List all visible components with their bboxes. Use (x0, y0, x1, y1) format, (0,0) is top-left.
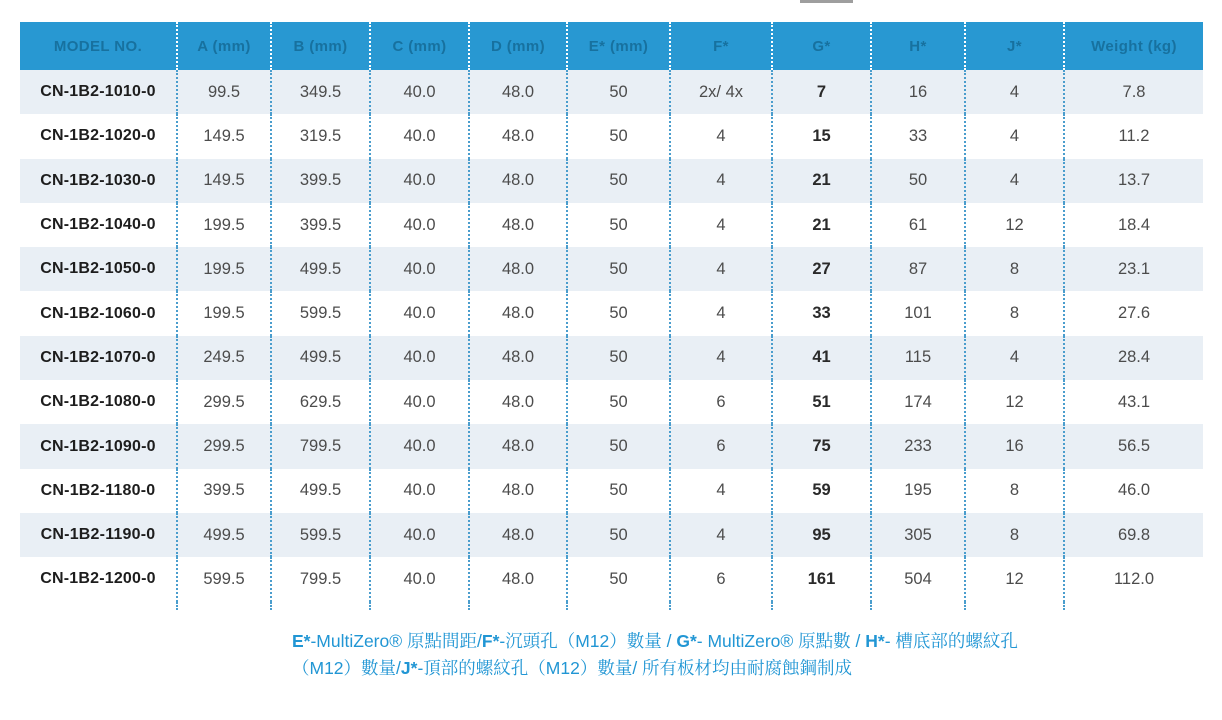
table-cell: 115 (870, 336, 964, 380)
table-cell: 799.5 (270, 424, 369, 468)
table-cell: 40.0 (369, 203, 468, 247)
table-cell: 61 (870, 203, 964, 247)
model-cell: CN-1B2-1080-0 (40, 393, 156, 411)
table-row (20, 203, 1203, 247)
footnote-text: -沉頭孔（M12）數量 / (499, 631, 677, 651)
table-cell: 50 (566, 203, 669, 247)
header-cell-e: E* (mm) (566, 22, 669, 70)
table-cell: 48.0 (468, 380, 566, 424)
table-cell: 599.5 (270, 513, 369, 557)
table-cell: 48.0 (468, 336, 566, 380)
divider-overrun-cell (176, 602, 270, 610)
header-cell-d: D (mm) (468, 22, 566, 70)
table-cell: 40.0 (369, 159, 468, 203)
table-row (20, 380, 1203, 424)
table-cell: 50 (566, 513, 669, 557)
divider-overrun-cell (1063, 602, 1203, 610)
model-cell: CN-1B2-1010-0 (40, 83, 156, 101)
model-cell: CN-1B2-1070-0 (40, 348, 156, 366)
table-cell: 4 (964, 159, 1063, 203)
table-cell: 48.0 (468, 114, 566, 158)
table-cell: 8 (964, 291, 1063, 335)
table-cell-g: 161 (771, 557, 870, 601)
table-cell: 199.5 (176, 203, 270, 247)
table-cell: 40.0 (369, 70, 468, 114)
divider-overrun-cell (369, 602, 468, 610)
table-cell: 599.5 (176, 557, 270, 601)
model-cell: CN-1B2-1050-0 (40, 260, 156, 278)
table-cell: 4 (964, 114, 1063, 158)
table-row (20, 336, 1203, 380)
divider-overrun-cell (566, 602, 669, 610)
table-cell-g: 33 (771, 291, 870, 335)
table-cell: 40.0 (369, 469, 468, 513)
table-cell: 40.0 (369, 336, 468, 380)
table-cell-g: 95 (771, 513, 870, 557)
footnote-key-token: G* (676, 631, 697, 651)
footnote-line-1 (292, 628, 1207, 655)
table-cell-g: 27 (771, 247, 870, 291)
table-cell: 40.0 (369, 114, 468, 158)
footnote-text: （M12）數量/ (292, 658, 401, 678)
table-row (20, 159, 1203, 203)
table-cell: 4 (669, 291, 771, 335)
table-cell: 48.0 (468, 203, 566, 247)
table-cell: 399.5 (270, 203, 369, 247)
table-cell: 6 (669, 424, 771, 468)
model-cell: CN-1B2-1190-0 (40, 526, 156, 544)
table-row (20, 247, 1203, 291)
table-cell: 499.5 (176, 513, 270, 557)
table-cell: 43.1 (1063, 380, 1203, 424)
table-row (20, 291, 1203, 335)
model-cell: CN-1B2-1060-0 (40, 304, 156, 322)
table-cell: 7.8 (1063, 70, 1203, 114)
model-cell: CN-1B2-1180-0 (40, 481, 156, 499)
table-row (20, 70, 1203, 114)
table-cell: 149.5 (176, 114, 270, 158)
table-cell: 56.5 (1063, 424, 1203, 468)
header-row (20, 22, 1203, 70)
table-row (20, 469, 1203, 513)
model-cell: CN-1B2-1090-0 (40, 437, 156, 455)
table-cell: 629.5 (270, 380, 369, 424)
table-cell: 4 (669, 114, 771, 158)
table-cell: 8 (964, 469, 1063, 513)
divider-overrun-cell (270, 602, 369, 610)
table-cell: 50 (566, 424, 669, 468)
table-cell: 101 (870, 291, 964, 335)
table-cell: 40.0 (369, 557, 468, 601)
table-cell: 499.5 (270, 247, 369, 291)
table-cell: 4 (669, 469, 771, 513)
footnote-text: -MultiZero® 原點間距/ (310, 631, 482, 651)
table-cell: 4 (669, 203, 771, 247)
table-cell: 16 (964, 424, 1063, 468)
table-cell: 99.5 (176, 70, 270, 114)
table-cell: 6 (669, 557, 771, 601)
table-cell: 112.0 (1063, 557, 1203, 601)
table-cell: 69.8 (1063, 513, 1203, 557)
table-cell: 149.5 (176, 159, 270, 203)
table-cell-g: 7 (771, 70, 870, 114)
table-cell: 50 (870, 159, 964, 203)
table-cell: 16 (870, 70, 964, 114)
table-cell: 319.5 (270, 114, 369, 158)
footnote-key-token: F* (481, 631, 500, 651)
table-cell: 233 (870, 424, 964, 468)
table-cell-g: 75 (771, 424, 870, 468)
divider-overrun-cell (468, 602, 566, 610)
table-cell: 48.0 (468, 70, 566, 114)
spec-table-container (20, 22, 1203, 610)
divider-overrun-cell (964, 602, 1063, 610)
table-cell: 8 (964, 513, 1063, 557)
table-cell: 12 (964, 203, 1063, 247)
table-cell: 599.5 (270, 291, 369, 335)
table-cell: 6 (669, 380, 771, 424)
table-cell: 399.5 (270, 159, 369, 203)
table-cell: 299.5 (176, 424, 270, 468)
model-cell: CN-1B2-1030-0 (40, 171, 156, 189)
table-cell: 4 (669, 247, 771, 291)
table-cell: 48.0 (468, 469, 566, 513)
table-cell: 40.0 (369, 424, 468, 468)
table-cell-g: 51 (771, 380, 870, 424)
table-cell: 40.0 (369, 247, 468, 291)
table-cell: 48.0 (468, 291, 566, 335)
table-cell: 50 (566, 469, 669, 513)
header-cell-b: B (mm) (270, 22, 369, 70)
table-row (20, 557, 1203, 601)
header-cell-c: C (mm) (369, 22, 468, 70)
table-cell: 4 (669, 159, 771, 203)
table-body (20, 70, 1203, 610)
header-cell-j: J* (964, 22, 1063, 70)
spec-table (20, 22, 1203, 610)
table-cell: 4 (964, 70, 1063, 114)
table-cell: 23.1 (1063, 247, 1203, 291)
table-cell: 50 (566, 247, 669, 291)
table-cell: 50 (566, 557, 669, 601)
header-cell-a: A (mm) (176, 22, 270, 70)
header-cell-model: MODEL NO. (20, 22, 176, 70)
table-cell: 27.6 (1063, 291, 1203, 335)
table-cell-g: 59 (771, 469, 870, 513)
header-cell-f: F* (669, 22, 771, 70)
header-cell-weight: Weight (kg) (1063, 22, 1203, 70)
table-cell: 299.5 (176, 380, 270, 424)
table-row (20, 114, 1203, 158)
table-cell: 11.2 (1063, 114, 1203, 158)
table-cell: 4 (669, 336, 771, 380)
table-cell: 33 (870, 114, 964, 158)
table-cell: 174 (870, 380, 964, 424)
table-cell: 46.0 (1063, 469, 1203, 513)
table-cell: 199.5 (176, 291, 270, 335)
table-cell: 48.0 (468, 159, 566, 203)
table-cell: 195 (870, 469, 964, 513)
table-cell: 499.5 (270, 336, 369, 380)
table-row (20, 424, 1203, 468)
table-cell: 12 (964, 557, 1063, 601)
table-cell: 4 (964, 336, 1063, 380)
header-cell-h: H* (870, 22, 964, 70)
table-cell: 399.5 (176, 469, 270, 513)
table-cell: 48.0 (468, 247, 566, 291)
table-cell: 349.5 (270, 70, 369, 114)
table-cell: 799.5 (270, 557, 369, 601)
table-cell: 50 (566, 159, 669, 203)
table-cell: 50 (566, 291, 669, 335)
divider-overrun-cell (870, 602, 964, 610)
header-cell-g: G* (771, 22, 870, 70)
footnote-key-token: E* (292, 631, 311, 651)
footnote-key-token: H* (865, 631, 885, 651)
divider-overrun-cell (20, 602, 176, 610)
table-row (20, 513, 1203, 557)
divider-overrun-cell (669, 602, 771, 610)
divider-overrun-cell (771, 602, 870, 610)
table-cell: 48.0 (468, 557, 566, 601)
table-cell: 50 (566, 114, 669, 158)
table-cell: 48.0 (468, 424, 566, 468)
table-cell-g: 21 (771, 159, 870, 203)
table-cell: 13.7 (1063, 159, 1203, 203)
table-cell: 4 (669, 513, 771, 557)
table-cell: 48.0 (468, 513, 566, 557)
table-cell: 249.5 (176, 336, 270, 380)
top-artifact-bar (800, 0, 853, 3)
table-cell: 18.4 (1063, 203, 1203, 247)
table-cell: 50 (566, 70, 669, 114)
model-cell: CN-1B2-1200-0 (40, 570, 156, 588)
table-cell: 28.4 (1063, 336, 1203, 380)
table-header (20, 22, 1203, 70)
table-cell: 50 (566, 380, 669, 424)
table-cell: 87 (870, 247, 964, 291)
table-cell: 12 (964, 380, 1063, 424)
table-cell-g: 21 (771, 203, 870, 247)
model-cell: CN-1B2-1040-0 (40, 216, 156, 234)
table-cell: 199.5 (176, 247, 270, 291)
footnote-text: - 槽底部的螺紋孔 (884, 631, 1018, 651)
footnote-key-token: J* (400, 658, 418, 678)
table-cell: 40.0 (369, 513, 468, 557)
divider-overrun-row (20, 602, 1203, 610)
table-cell: 305 (870, 513, 964, 557)
model-cell: CN-1B2-1020-0 (40, 127, 156, 145)
table-cell: 2x/ 4x (669, 70, 771, 114)
table-cell-g: 15 (771, 114, 870, 158)
table-cell: 8 (964, 247, 1063, 291)
table-cell-g: 41 (771, 336, 870, 380)
table-cell: 504 (870, 557, 964, 601)
table-cell: 499.5 (270, 469, 369, 513)
table-cell: 40.0 (369, 291, 468, 335)
footnote-text: - MultiZero® 原點數 / (696, 631, 866, 651)
table-cell: 40.0 (369, 380, 468, 424)
footnote-text: -頂部的螺紋孔（M12）數量/ 所有板材均由耐腐蝕鋼制成 (417, 658, 853, 678)
footnote (292, 628, 1207, 682)
footnote-line-2 (292, 655, 1207, 682)
table-cell: 50 (566, 336, 669, 380)
